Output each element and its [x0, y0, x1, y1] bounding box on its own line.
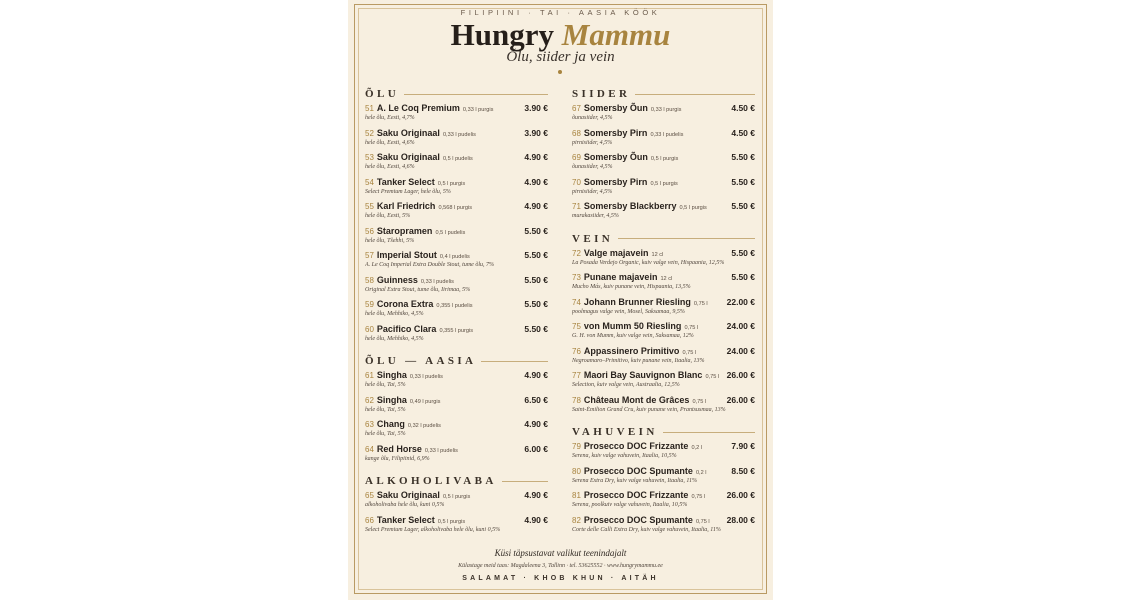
item-size: 0,5 l pudelis: [442, 156, 473, 162]
item-number: 60: [365, 324, 374, 334]
item-name: Tanker Select: [376, 176, 435, 187]
menu-item-line: [572, 345, 755, 357]
item-name: Tanker Select: [376, 514, 435, 525]
item-size: 0,75 l: [693, 300, 708, 307]
menu-item: [572, 514, 755, 539]
menu-item-line: [365, 298, 548, 310]
item-number: 77: [572, 371, 581, 380]
item-number: 51: [365, 104, 374, 113]
item-price: 5.50 €: [524, 323, 548, 334]
menu-subtitle: Õlu, siider ja vein: [506, 49, 615, 65]
item-number: 68: [572, 128, 581, 138]
item-number: 63: [365, 420, 374, 429]
item-price: 4.90 €: [524, 152, 548, 162]
menu-item: [365, 369, 548, 394]
item-number: 73: [572, 273, 581, 282]
menu-item: [365, 274, 548, 299]
menu-item-line: [572, 465, 755, 477]
item-number: 67: [572, 104, 581, 113]
item-description: Selection, kuiv valge vein, Austraalia, 12,5%: [572, 382, 680, 388]
item-size: 0,75 l: [682, 349, 697, 356]
item-number: 52: [365, 128, 374, 138]
item-price: 5.50 €: [731, 152, 755, 162]
item-number: 62: [365, 395, 374, 405]
item-description: Original Extra Stout, tume õlu, Iirimaa, 5%: [365, 286, 471, 293]
item-price: 6.50 €: [524, 394, 548, 405]
menu-item: [365, 298, 548, 323]
item-price: 5.50 €: [731, 201, 755, 211]
menu-item-line: [572, 247, 755, 259]
item-description: pirnisiider, 4,5%: [572, 139, 613, 146]
item-size: 0,33 l pudelis: [420, 278, 454, 285]
item-name: Singha: [376, 394, 407, 405]
item-size: 0,75 l: [691, 494, 706, 500]
menu-item: [572, 489, 755, 514]
section-title: ÕLU: [365, 88, 400, 100]
menu-item: [572, 440, 755, 465]
menu-item-line: [572, 200, 755, 212]
item-name: Somersby Pirn: [583, 127, 648, 138]
item-name: Appassinero Primitivo: [583, 345, 680, 356]
menu-item: [572, 247, 755, 272]
item-name: Singha: [376, 370, 407, 380]
menu-item: [365, 249, 548, 274]
menu-item-line: [365, 274, 548, 286]
item-size: 0,5 l purgis: [437, 180, 466, 187]
menu-item: [572, 320, 755, 345]
item-name: Punane majavein: [583, 272, 658, 282]
item-description: Saint-Émilion Grand Cru, kuiv punane vein, Prantsusmaa, 13%: [572, 406, 726, 413]
item-description: alkoholivaba hele õlu, kuni 0,5%: [365, 502, 445, 508]
menu-item-line: [365, 176, 548, 188]
item-price: 4.90 €: [524, 490, 548, 500]
item-number: 76: [572, 346, 581, 356]
item-price: 4.50 €: [731, 127, 755, 138]
item-number: 53: [365, 153, 374, 162]
item-price: 28.00 €: [726, 514, 755, 525]
item-name: Saku Originaal: [376, 152, 440, 162]
menu-item-line: [365, 394, 548, 406]
item-description: hele õlu, Tšehhi, 5%: [365, 237, 415, 244]
menu-item: [365, 489, 548, 514]
item-size: 0,33 l purgis: [462, 107, 494, 113]
item-price: 5.50 €: [524, 250, 548, 260]
menu-item-line: [572, 102, 755, 114]
menu-item: [365, 323, 548, 348]
menu-item: [572, 271, 755, 296]
menu-item: [365, 418, 548, 443]
item-size: 0,33 l pudelis: [442, 131, 476, 138]
menu-item-line: [572, 394, 755, 406]
menu-item-line: [365, 151, 548, 163]
item-description: Negroamaro–Primitivo, kuiv punane vein, Itaalia, 13%: [572, 357, 705, 364]
item-number: 58: [365, 275, 374, 285]
item-price: 6.00 €: [524, 443, 548, 454]
item-price: 26.00 €: [726, 490, 755, 500]
item-description: Serena Extra Dry, kuiv valge vahuvein, Itaalia, 11%: [572, 477, 697, 484]
item-size: 0,2 l: [695, 469, 707, 476]
item-size: 0,5 l purgis: [650, 156, 679, 162]
left-column: [365, 86, 548, 538]
menu-item-line: [572, 296, 755, 308]
item-name: Prosecco DOC Spumante: [583, 514, 693, 525]
title-part-2: Mammu: [561, 17, 671, 52]
item-size: 0,5 l pudelis: [435, 229, 466, 236]
section-title: ÕLU — AASIA: [365, 355, 477, 367]
item-number: 56: [365, 226, 374, 236]
item-price: 26.00 €: [726, 394, 755, 405]
item-description: Serena, kuiv valge vahuvein, Itaalia, 10,5%: [572, 453, 677, 459]
menu-item-line: [365, 418, 548, 430]
restaurant-title: [348, 18, 773, 52]
menu-item: [572, 394, 755, 419]
item-price: 5.50 €: [731, 247, 755, 258]
item-description: hele õlu, Eesti, 4,7%: [365, 115, 415, 121]
item-size: 0,5 l purgis: [442, 494, 471, 500]
item-description: Select Premium Lager, alkoholivaba hele õlu, kuni 0,5%: [365, 526, 501, 533]
item-name: Corona Extra: [376, 299, 434, 309]
item-size: 0,4 l pudelis: [439, 254, 470, 260]
item-number: 71: [572, 202, 581, 211]
item-price: 5.50 €: [524, 274, 548, 285]
item-number: 82: [572, 515, 581, 525]
cuisine-kicker: FILIPIINI · TAI · AASIA KÖÖK: [460, 8, 661, 17]
ornament-dot: [558, 70, 562, 74]
menu-item-line: [365, 102, 548, 114]
item-name: Staropramen: [376, 225, 433, 236]
menu-item: [365, 151, 548, 176]
item-number: 79: [572, 442, 581, 451]
menu-item-line: [365, 200, 548, 212]
section-header: [572, 86, 755, 102]
item-number: 59: [365, 300, 374, 309]
item-size: 0,75 l: [684, 325, 699, 331]
menu-item: [365, 394, 548, 419]
item-size: 0,33 l purgis: [650, 107, 682, 113]
item-name: Château Mont de Grâces: [583, 394, 690, 405]
item-number: 72: [572, 248, 581, 258]
section-title: VAHUVEIN: [572, 426, 658, 438]
item-number: 57: [365, 251, 374, 260]
item-description: hele õlu, Tai, 5%: [365, 406, 406, 413]
item-description: murakasiider, 4,5%: [572, 213, 619, 219]
menu-page: [348, 0, 773, 600]
section-rule: [404, 94, 548, 95]
menu-item-line: [365, 127, 548, 139]
item-price: 5.50 €: [524, 299, 548, 309]
item-name: von Mumm 50 Riesling: [583, 321, 682, 331]
item-price: 26.00 €: [726, 370, 755, 380]
item-size: 0,5 l purgis: [437, 518, 466, 525]
item-name: Johann Brunner Riesling: [583, 296, 691, 307]
menu-item-line: [572, 320, 755, 332]
item-description: hele õlu, Eesti, 4,6%: [365, 139, 415, 146]
item-price: 5.50 €: [731, 176, 755, 187]
menu-item: [365, 443, 548, 468]
item-price: 4.90 €: [524, 176, 548, 187]
menu-item-line: [572, 271, 755, 283]
item-size: 0,33 l pudelis: [409, 374, 443, 380]
item-number: 75: [572, 322, 581, 331]
item-price: 22.00 €: [726, 296, 755, 307]
item-description: Select Premium Lager, hele õlu, 5%: [365, 188, 451, 195]
footer-note: Küsi täpsustavat valikut teenindajalt: [494, 548, 627, 558]
menu-item: [572, 296, 755, 321]
item-number: 69: [572, 153, 581, 162]
item-size: 0,32 l pudelis: [407, 423, 441, 429]
item-size: 12 cl: [651, 251, 664, 258]
section-rule: [502, 481, 548, 482]
item-price: 4.90 €: [524, 514, 548, 525]
item-number: 78: [572, 395, 581, 405]
item-number: 64: [365, 444, 374, 454]
item-price: 8.50 €: [731, 465, 755, 476]
item-number: 81: [572, 491, 581, 500]
menu-item: [365, 176, 548, 201]
menu-item-line: [365, 323, 548, 335]
item-description: õunasiider, 4,5%: [572, 115, 613, 121]
menu-item: [365, 514, 548, 539]
menu-item: [365, 225, 548, 250]
menu-item-line: [365, 225, 548, 237]
item-description: Corte delle Calli Extra Dry, kuiv valge vahuvein, Itaalia, 11%: [572, 526, 721, 533]
section-header: [365, 353, 548, 369]
section-header: [365, 473, 548, 489]
item-price: 4.90 €: [524, 370, 548, 380]
menu-item-line: [365, 489, 548, 501]
item-name: Valge majavein: [583, 247, 649, 258]
item-name: Karl Friedrich: [376, 201, 436, 211]
item-price: 4.90 €: [524, 419, 548, 429]
item-size: 0,2 l: [691, 445, 703, 451]
item-name: Prosecco DOC Frizzante: [583, 490, 689, 500]
item-name: Somersby Õun: [583, 103, 648, 113]
menu-item: [572, 176, 755, 201]
menu-item-line: [572, 369, 755, 381]
item-name: Pacifico Clara: [376, 323, 437, 334]
item-size: 0,75 l: [692, 398, 707, 405]
item-size: 12 cl: [660, 276, 673, 282]
section-header: [365, 86, 548, 102]
item-name: A. Le Coq Premium: [376, 103, 460, 113]
item-size: 0,33 l pudelis: [424, 447, 458, 454]
menu-item: [572, 465, 755, 490]
item-name: Maori Bay Sauvignon Blanc: [583, 370, 703, 380]
item-name: Guinness: [376, 274, 418, 285]
menu-item-line: [572, 514, 755, 526]
item-name: Saku Originaal: [376, 490, 440, 500]
item-description: pirnisiider, 4,5%: [572, 188, 613, 195]
item-price: 24.00 €: [726, 345, 755, 356]
item-description: hele õlu, Eesti, 5%: [365, 213, 411, 219]
item-description: A. Le Coq Imperial Extra Double Stout, tume õlu, 7%: [365, 262, 494, 268]
item-description: hele õlu, Tai, 5%: [365, 382, 406, 388]
item-price: 4.50 €: [731, 103, 755, 113]
right-column: [572, 86, 755, 538]
item-description: kange õlu, Filipiinid, 6,9%: [365, 455, 430, 462]
item-number: 74: [572, 297, 581, 307]
item-size: 0,5 l purgis: [679, 205, 707, 211]
menu-item: [572, 127, 755, 152]
item-description: Serena, poolkuiv valge vahuvein, Itaalia, 10,5%: [572, 502, 688, 508]
menu-item-line: [572, 440, 755, 452]
menu-item-line: [572, 176, 755, 188]
item-name: Somersby Blackberry: [583, 201, 677, 211]
footer-address: Külastage meid taas: Magdaleena 3, Tallinn · tel. 53625552 · www.hungrymammu.ee: [458, 563, 663, 569]
item-description: G. H. von Mumm, kuiv valge vein, Saksamaa, 12%: [572, 333, 694, 339]
menu-item-line: [365, 514, 548, 526]
menu-item: [572, 345, 755, 370]
item-size: 0,75 l: [695, 518, 710, 525]
menu-item-line: [572, 151, 755, 163]
menu-item: [365, 127, 548, 152]
item-description: poolmagus valge vein, Mosel, Saksamaa, 9,5%: [572, 308, 685, 315]
menu-item: [365, 200, 548, 225]
section-rule: [618, 238, 755, 239]
item-price: 3.90 €: [524, 127, 548, 138]
menu-item: [572, 200, 755, 225]
menu-item-line: [572, 127, 755, 139]
item-number: 66: [365, 515, 374, 525]
item-name: Prosecco DOC Frizzante: [583, 441, 689, 451]
item-number: 54: [365, 177, 374, 187]
item-description: hele õlu, Eesti, 4,6%: [365, 164, 415, 170]
item-price: 7.90 €: [731, 441, 755, 451]
section-header: [572, 231, 755, 247]
item-number: 70: [572, 177, 581, 187]
menu-item-line: [365, 369, 548, 381]
item-size: 0,5 l purgis: [650, 180, 678, 187]
menu-item: [365, 102, 548, 127]
section-title: VEIN: [572, 232, 614, 245]
item-price: 5.50 €: [524, 225, 548, 236]
section-title: ALKOHOLIVABA: [365, 475, 497, 487]
section-rule: [663, 432, 755, 433]
item-size: 0,75 l: [705, 374, 720, 380]
section-rule: [481, 361, 548, 362]
item-name: Red Horse: [376, 443, 422, 454]
item-name: Saku Originaal: [376, 127, 440, 138]
item-number: 61: [365, 371, 374, 380]
menu-item-line: [365, 443, 548, 455]
menu-item: [572, 151, 755, 176]
item-size: 0,355 l pudelis: [436, 303, 473, 309]
menu-item-line: [572, 489, 755, 501]
title-part-1: Hungry: [450, 17, 555, 52]
section-header: [572, 424, 755, 440]
item-name: Imperial Stout: [376, 250, 437, 260]
item-name: Somersby Pirn: [583, 176, 648, 187]
item-name: Prosecco DOC Spumante: [583, 465, 693, 476]
item-description: La Posada Verdejo Organic, kuiv valge vein, Hispaania, 12,5%: [572, 259, 725, 266]
item-name: Somersby Õun: [583, 152, 648, 162]
menu-item-line: [365, 249, 548, 261]
item-description: hele õlu, Mehhiko, 4,5%: [365, 311, 424, 317]
item-size: 0,355 l purgis: [439, 327, 474, 334]
section-rule: [635, 94, 755, 95]
item-price: 3.90 €: [524, 103, 548, 113]
item-name: Chang: [376, 419, 405, 429]
item-description: õunasiider, 4,5%: [572, 164, 613, 170]
menu-item: [572, 369, 755, 394]
section-title: SIIDER: [572, 88, 631, 100]
item-size: 0,49 l purgis: [409, 398, 441, 405]
menu-item: [572, 102, 755, 127]
item-number: 80: [572, 466, 581, 476]
item-price: 4.90 €: [524, 201, 548, 211]
item-description: hele õlu, Tai, 5%: [365, 431, 406, 437]
item-description: hele õlu, Mehhiko, 4,5%: [365, 335, 424, 342]
item-description: Mucho Más, kuiv punane vein, Hispaania, 13,5%: [572, 284, 691, 290]
item-size: 0,33 l pudelis: [650, 131, 684, 138]
footer-tagline: SALAMAT · KHOB KHUN · AITÄH: [462, 575, 659, 582]
item-number: 65: [365, 491, 374, 500]
item-number: 55: [365, 202, 374, 211]
item-size: 0,568 l purgis: [438, 205, 473, 211]
item-price: 24.00 €: [726, 321, 755, 331]
item-price: 5.50 €: [731, 272, 755, 282]
